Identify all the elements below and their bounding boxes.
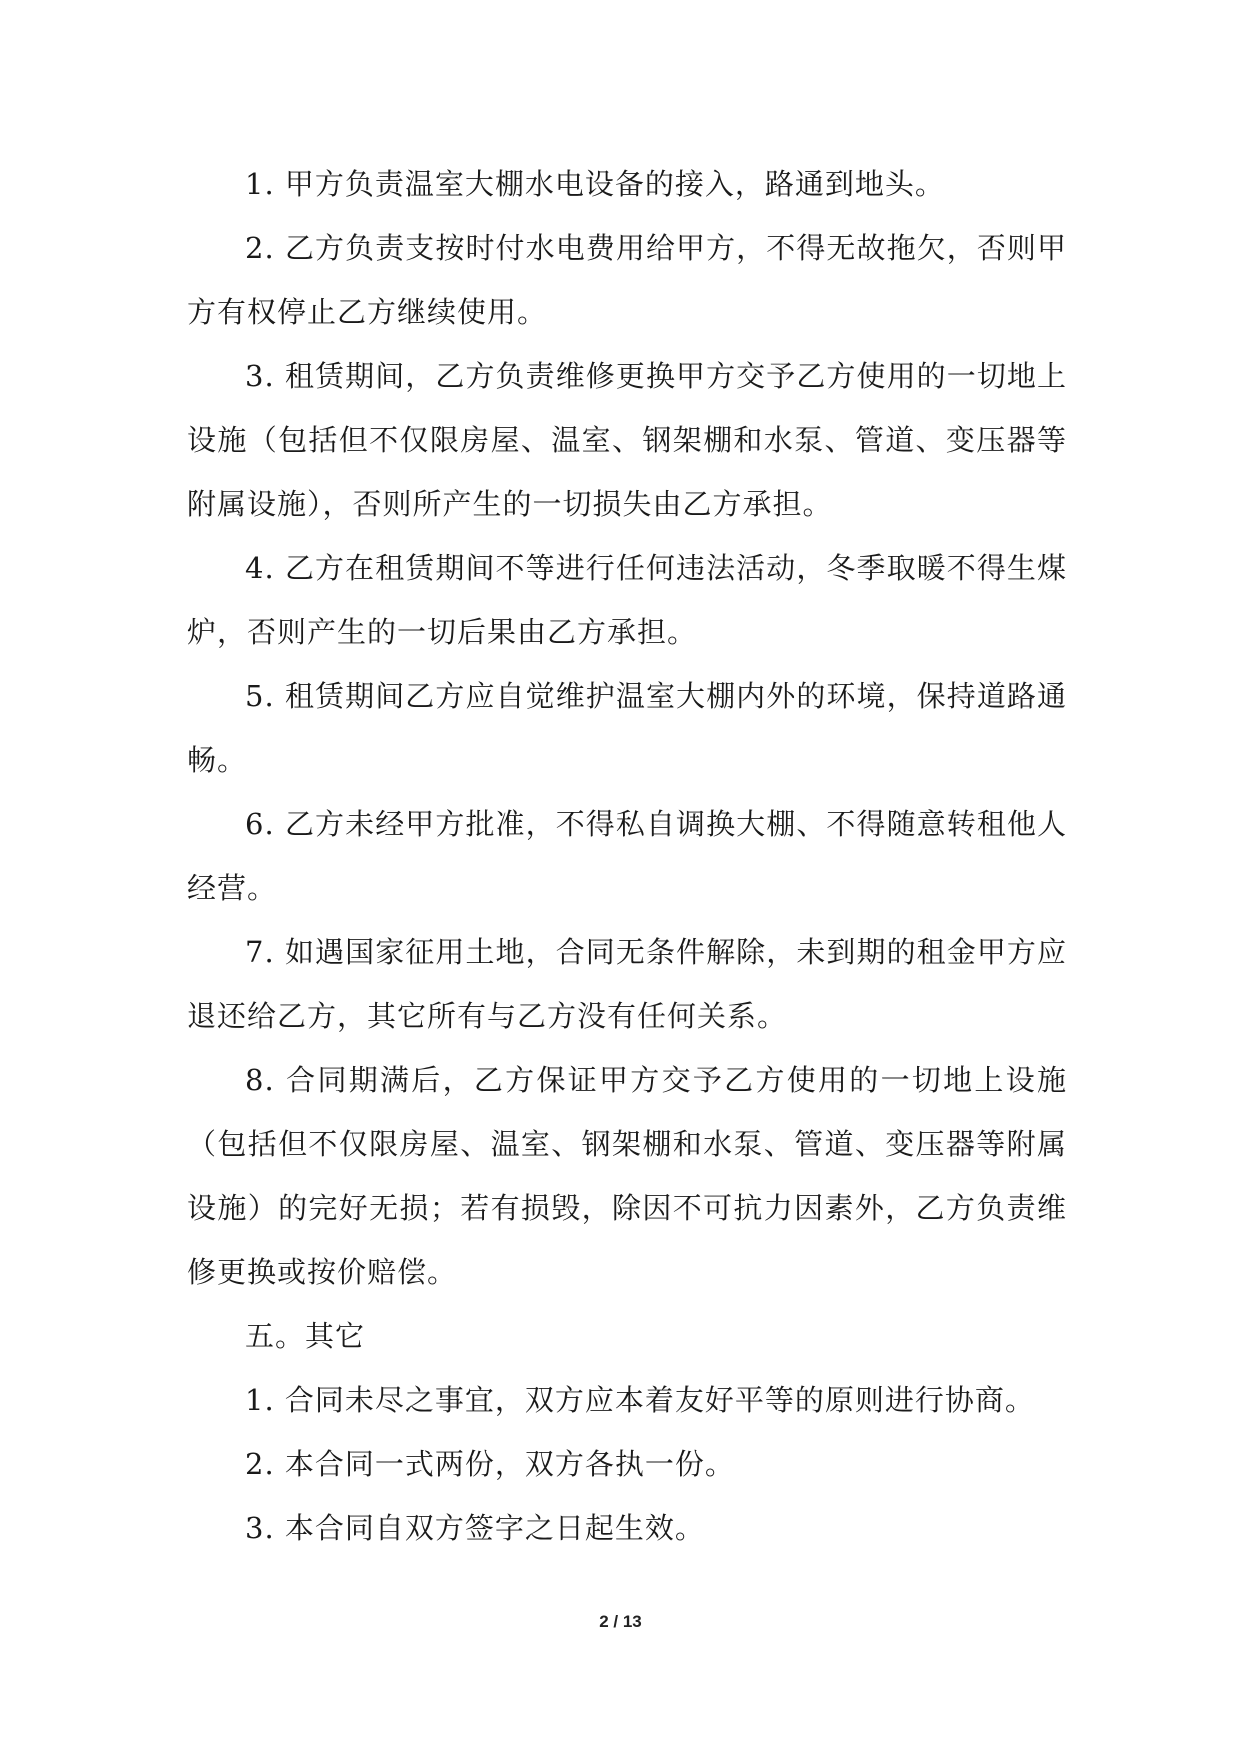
section-heading: 五。其它 bbox=[245, 1319, 366, 1353]
clause-paragraph: 4. 乙方在租赁期间不等进行任何违法活动，冬季取暖不得生煤炉，否则产生的一切后果由乙方承担。 bbox=[187, 551, 1067, 649]
clause-paragraph: 3. 本合同自双方签字之日起生效。 bbox=[245, 1511, 705, 1545]
clause-paragraph: 6. 乙方未经甲方批准，不得私自调换大棚、不得随意转租他人经营。 bbox=[187, 807, 1067, 905]
clause-paragraph: 5. 租赁期间乙方应自觉维护温室大棚内外的环境，保持道路通畅。 bbox=[187, 679, 1067, 777]
clause-paragraph: 3. 租赁期间，乙方负责维修更换甲方交予乙方使用的一切地上设施（包括但不仅限房屋、温室、钢架棚和水泵、管道、变压器等附属设施），否则所产生的一切损失由乙方承担。 bbox=[187, 359, 1067, 521]
clause-paragraph: 2. 本合同一式两份，双方各执一份。 bbox=[245, 1447, 735, 1481]
clause-paragraph: 1. 甲方负责温室大棚水电设备的接入，路通到地头。 bbox=[245, 167, 945, 201]
clause-paragraph: 8. 合同期满后，乙方保证甲方交予乙方使用的一切地上设施（包括但不仅限房屋、温室、钢架棚和水泵、管道、变压器等附属设施）的完好无损；若有损毁，除因不可抗力因素外，乙方负责维修更换或按价赔偿。 bbox=[187, 1063, 1067, 1289]
clause-paragraph: 7. 如遇国家征用土地，合同无条件解除，未到期的租金甲方应退还给乙方，其它所有与乙方没有任何关系。 bbox=[187, 935, 1067, 1033]
clause-paragraph: 2. 乙方负责支按时付水电费用给甲方，不得无故拖欠，否则甲方有权停止乙方继续使用。 bbox=[187, 231, 1067, 329]
document-body bbox=[187, 152, 1067, 1560]
clause-paragraph: 1. 合同未尽之事宜，双方应本着友好平等的原则进行协商。 bbox=[245, 1383, 1035, 1417]
page-number: 2 / 13 bbox=[599, 1612, 642, 1631]
